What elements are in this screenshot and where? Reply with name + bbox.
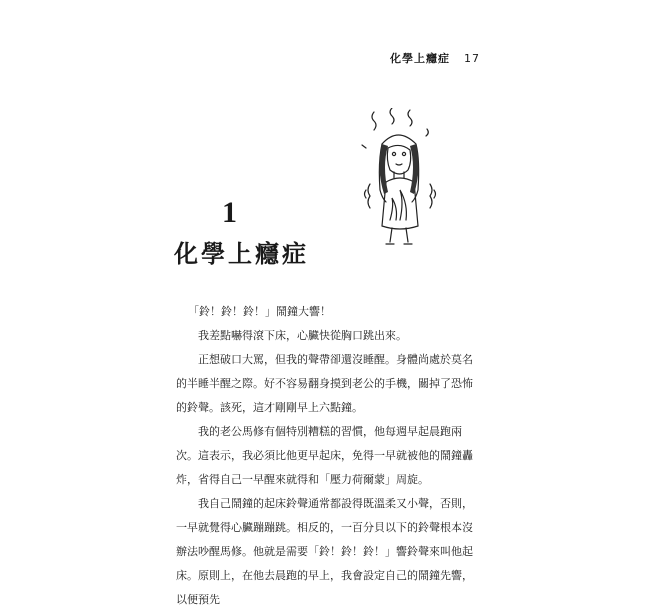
page-number: 17	[464, 52, 480, 65]
paragraph: 正想破口大罵，但我的聲帶卻還沒睡醒。身體尚處於莫名的半睡半醒之際。好不容易翻身摸到老公的手機，關掉了恐怖的鈴聲。該死，這才剛剛早上六點鐘。	[176, 353, 473, 414]
paragraph: 我的老公馬修有個特別糟糕的習慣，他每週早起晨跑兩次。這表示，我必須比他更早起床，免得一早就被他的鬧鐘轟炸，省得自己一早醒來就得和「壓力荷爾蒙」周旋。	[176, 425, 473, 486]
paragraph: 我自己鬧鐘的起床鈴聲通常都設得既溫柔又小聲，否則，一早就覺得心臟蹦蹦跳。相反的，一百分貝以下的鈴聲根本沒辦法吵醒馬修。他就是需要「鈴！鈴！鈴！」響鈴聲來叫他起床。原則上，在他去晨跑的早上，我會設定自己的鬧鐘先響，以便預先	[176, 497, 473, 606]
running-head-title: 化學上癮症	[390, 52, 450, 65]
paragraph: 我差點嚇得滾下床，心臟快從胸口跳出來。	[198, 329, 407, 342]
paragraph: 「鈴！鈴！鈴！」鬧鐘大響！	[188, 305, 331, 318]
stressed-woman-illustration	[360, 108, 442, 246]
chapter-title: 化學上癮症	[174, 240, 309, 268]
body-text	[176, 300, 478, 612]
running-head	[390, 50, 480, 66]
chapter-number: 1	[222, 196, 237, 229]
